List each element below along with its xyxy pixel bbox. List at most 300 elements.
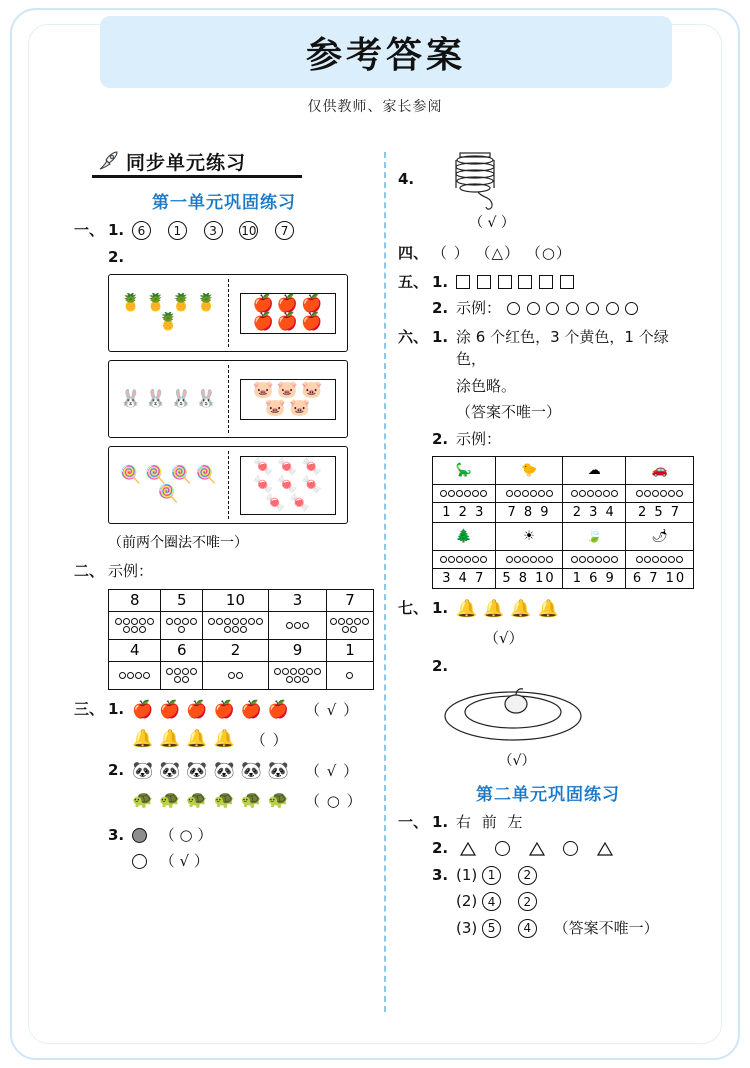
q3-3-mark2: （ √ ）	[159, 852, 209, 870]
picture-box-3	[108, 446, 348, 524]
dot	[236, 672, 243, 679]
triangle-icon	[529, 842, 545, 856]
q3-3-line1	[132, 824, 374, 847]
cell-dots	[202, 611, 268, 639]
q1-num: 1.	[108, 221, 125, 239]
dot	[208, 618, 215, 625]
cell-number: 3	[268, 589, 326, 611]
dot	[546, 556, 553, 563]
cell-picture: 🌲	[433, 523, 496, 551]
u2-q3-label-2: (2)	[456, 892, 478, 910]
cell-number: 6	[161, 639, 202, 661]
dot	[256, 618, 263, 625]
dot	[216, 618, 223, 625]
dot	[480, 490, 487, 497]
q1-circled-answers	[132, 219, 374, 242]
unit2-title: 第二单元巩固练习	[476, 784, 620, 805]
q7-1-mark-row	[398, 627, 698, 650]
circled-group: 🍎 🍎 🍎 🍎 🍎 🍎	[240, 293, 336, 334]
q1-2-num: 2.	[108, 247, 125, 266]
circle-icon	[625, 302, 638, 315]
circled-answer: 5	[482, 919, 501, 938]
q3-1-glyph-row: 🍎 🍎 🍎 🍎 🍎 🍎 （ √ ）	[132, 699, 360, 720]
circle-icon	[495, 841, 510, 856]
cell-dots	[161, 661, 202, 689]
box3-right-group	[228, 447, 347, 523]
q2-lead: 二、	[74, 562, 105, 580]
dot	[294, 622, 301, 629]
cell-picture: ☁	[563, 457, 626, 485]
dot	[660, 490, 667, 497]
cell-dots	[109, 661, 161, 689]
lantern-icon	[442, 148, 512, 218]
dot	[330, 618, 337, 625]
q6-row3	[398, 401, 698, 424]
dot	[644, 490, 651, 497]
dot	[286, 676, 293, 683]
empty-circle-icon	[132, 854, 147, 869]
q3-row2	[74, 727, 374, 753]
q5-2-content	[456, 297, 698, 320]
q7-lead: 七、	[398, 599, 429, 617]
dot	[274, 668, 281, 675]
cell-dots	[563, 551, 626, 569]
q2-row	[74, 560, 374, 583]
cell-picture: 🚗	[626, 457, 694, 485]
q3-3-num: 3.	[108, 825, 125, 844]
q5-2-circles	[506, 299, 640, 317]
u2-q2-row	[398, 837, 698, 860]
q3-lead: 三、	[74, 699, 105, 718]
q3-3-row	[74, 824, 374, 847]
u2-q3-row2	[398, 890, 698, 913]
cell-answer: 1 2 3	[433, 503, 496, 523]
dot	[538, 490, 545, 497]
section-underline	[92, 175, 302, 178]
dot	[346, 618, 353, 625]
dot	[506, 490, 513, 497]
dot	[342, 626, 349, 633]
u2-q1-row	[398, 811, 698, 834]
q6-row2	[398, 375, 698, 398]
cell-dots	[433, 485, 496, 503]
dot	[166, 618, 173, 625]
q4-section-row	[398, 242, 698, 265]
cell-answer: 5 8 10	[495, 569, 563, 589]
circled-answer: 4	[482, 892, 501, 911]
dot	[456, 556, 463, 563]
dot	[514, 490, 521, 497]
dot	[644, 556, 651, 563]
dot	[522, 490, 529, 497]
dot	[472, 490, 479, 497]
picture-box-2	[108, 360, 348, 438]
dot	[240, 626, 247, 633]
filled-circle-icon	[132, 828, 147, 843]
picture-box-1	[108, 274, 348, 352]
circle-icon	[566, 302, 579, 315]
cell-number: 9	[268, 639, 326, 661]
q4-mark: （ √ ）	[469, 215, 515, 231]
circle-icon	[586, 302, 599, 315]
dot	[676, 490, 683, 497]
circled-answer: 2	[518, 866, 537, 885]
cell-number: 10	[202, 589, 268, 611]
circled-group: 🐷 🐷 🐷 🐷 🐷	[240, 379, 336, 420]
q2-label: 示例：	[108, 562, 154, 580]
circled-group: 🍬 🍬 🍬 🍬 🍬 🍬 🍬 🍬	[240, 456, 336, 515]
plate-illustration	[438, 682, 698, 748]
circled-answer: 1	[482, 866, 501, 885]
q5-1-num: 1.	[432, 272, 449, 291]
square-icon	[539, 275, 553, 289]
q3-2-mark: （ ）	[250, 730, 289, 749]
q4-lead: 四、	[398, 244, 429, 262]
q6-1-line1: 涂 6 个红色，3 个黄色，1 个绿色，	[456, 327, 669, 368]
cell-dots	[326, 611, 373, 639]
lantern-illustration	[442, 148, 502, 210]
q7-row1	[398, 597, 698, 623]
dot	[131, 626, 138, 633]
dot	[587, 556, 594, 563]
q3-2-num: 2.	[108, 760, 125, 779]
dot	[636, 556, 643, 563]
dot	[652, 490, 659, 497]
dot	[546, 490, 553, 497]
cell-answer: 6 7 10	[626, 569, 694, 589]
dot	[652, 556, 659, 563]
q5-1-squares	[456, 271, 698, 294]
unit1-title: 第一单元巩固练习	[152, 193, 296, 213]
circled-answer: 1	[168, 221, 187, 240]
box3-left-group: 🍭 🍭 🍭 🍭 🍭	[120, 465, 217, 504]
table-row	[109, 589, 374, 611]
dot	[440, 490, 447, 497]
dot	[668, 556, 675, 563]
dot	[302, 676, 309, 683]
circled-answer: 4	[518, 919, 537, 938]
triangle-icon	[597, 842, 613, 856]
dot	[248, 618, 255, 625]
dot	[139, 618, 146, 625]
square-icon	[518, 275, 532, 289]
table-row	[433, 569, 694, 589]
dot	[571, 556, 578, 563]
cell-number: 1	[326, 639, 373, 661]
page-subtitle: 仅供教师、家长参阅	[307, 99, 443, 115]
u2-q3-label-3: (3)	[456, 918, 478, 937]
dot	[228, 672, 235, 679]
q5-row1	[398, 271, 698, 294]
cell-dots	[626, 551, 694, 569]
cell-dots	[626, 485, 694, 503]
dot	[306, 668, 313, 675]
q3-1-num: 1.	[108, 699, 125, 718]
dot	[603, 556, 610, 563]
q3-3-row2	[74, 850, 374, 873]
dot	[182, 618, 189, 625]
q7-1-num: 1.	[432, 599, 449, 617]
cell-dots	[563, 485, 626, 503]
q3-2-glyph-row: 🔔 🔔 🔔 🔔 （ ）	[132, 729, 289, 749]
dot	[123, 618, 130, 625]
dot	[530, 490, 537, 497]
dot	[506, 556, 513, 563]
dot	[232, 626, 239, 633]
dot	[611, 490, 618, 497]
dot	[232, 618, 239, 625]
cell-answer: 7 8 9	[495, 503, 563, 523]
dot	[119, 672, 126, 679]
box2-right-group	[228, 361, 347, 437]
circle-icon	[606, 302, 619, 315]
table-row	[109, 611, 374, 639]
q1-row	[74, 219, 374, 242]
q3-row4	[74, 788, 374, 814]
dot	[282, 668, 289, 675]
dot	[190, 668, 197, 675]
dot	[522, 556, 529, 563]
q6-2-num: 2.	[432, 429, 449, 448]
circled-answer: 10	[239, 221, 258, 240]
cell-picture: 🌶	[626, 523, 694, 551]
dot	[123, 626, 130, 633]
u2-q3-row1	[398, 864, 698, 887]
cell-picture: 🐤	[495, 457, 563, 485]
cell-number: 2	[202, 639, 268, 661]
cell-picture: ☀	[495, 523, 563, 551]
cell-dots	[268, 661, 326, 689]
q3-row3	[74, 759, 374, 785]
q6-1-line2: 涂色略。	[456, 376, 517, 395]
cell-answer: 2 5 7	[626, 503, 694, 523]
cell-picture: 🍃	[563, 523, 626, 551]
dot	[174, 618, 181, 625]
circle-icon	[507, 302, 520, 315]
q3-3-mark1: （ ○ ）	[159, 825, 213, 844]
q6-2-label: 示例：	[456, 429, 502, 448]
cell-dots	[161, 611, 202, 639]
dot	[595, 490, 602, 497]
dot	[224, 618, 231, 625]
circle-icon	[563, 841, 578, 856]
table-row	[433, 551, 694, 569]
dot	[464, 490, 471, 497]
cell-dots	[202, 661, 268, 689]
dot	[538, 556, 545, 563]
u2-q3-label-1: (1)	[456, 865, 478, 884]
u2-q3-line1	[456, 864, 698, 887]
dot	[514, 556, 521, 563]
dot	[440, 556, 447, 563]
dot	[147, 618, 154, 625]
dot	[346, 672, 353, 679]
plate-with-apple-icon	[438, 682, 588, 744]
dot	[579, 490, 586, 497]
u2-q3-row3	[398, 917, 698, 940]
dot	[298, 668, 305, 675]
cell-number: 4	[109, 639, 161, 661]
u2-q3-note: （答案不唯一）	[553, 918, 659, 937]
q3-3-glyph-row: 🐼 🐼 🐼 🐼 🐼 🐼 （ √ ）	[132, 760, 360, 781]
cell-dots	[268, 611, 326, 639]
cell-dots	[326, 661, 373, 689]
cell-dots	[495, 551, 563, 569]
u2-q2-shapes	[456, 837, 698, 860]
dot	[302, 622, 309, 629]
cell-number: 7	[326, 589, 373, 611]
dot	[127, 672, 134, 679]
q3-3-line2	[132, 850, 374, 873]
u2-q3-line2	[456, 890, 698, 913]
cell-answer: 1 6 9	[563, 569, 626, 589]
dot	[115, 618, 122, 625]
dot	[224, 626, 231, 633]
q4-answer: （ ） （△） （○）	[432, 244, 572, 262]
square-icon	[456, 275, 470, 289]
q5-2-label: 示例：	[456, 299, 502, 317]
circled-answer: 7	[275, 221, 294, 240]
q4-num: 4.	[398, 170, 415, 188]
cell-number: 8	[109, 589, 161, 611]
dot	[338, 618, 345, 625]
dot	[448, 490, 455, 497]
dot	[611, 556, 618, 563]
section-heading	[74, 148, 374, 178]
q5-row2	[398, 297, 698, 320]
dot	[174, 668, 181, 675]
circle-icon	[546, 302, 559, 315]
q3-4-glyph-row: 🐢 🐢 🐢 🐢 🐢 🐢 （ ○ ）	[132, 790, 363, 810]
cell-dots	[433, 551, 496, 569]
cell-dots	[109, 611, 161, 639]
dot	[676, 556, 683, 563]
dot	[472, 556, 479, 563]
square-icon	[560, 275, 574, 289]
dot	[240, 618, 247, 625]
page-title: 参考答案	[305, 34, 466, 76]
dot	[135, 672, 142, 679]
dot	[603, 490, 610, 497]
column-divider	[384, 152, 386, 1012]
q6-lead: 六、	[398, 327, 429, 346]
dot	[286, 622, 293, 629]
q7-2-mark: （√）	[498, 752, 536, 769]
q1-lead: 一、	[74, 221, 105, 239]
right-column	[398, 148, 698, 1028]
q5-lead: 五、	[398, 272, 429, 291]
table-row	[433, 503, 694, 523]
q5-2-num: 2.	[432, 299, 449, 317]
q3-3-mark: （ √ ）	[305, 762, 360, 780]
dot	[530, 556, 537, 563]
dot	[456, 490, 463, 497]
title-banner	[100, 16, 672, 88]
table-row	[433, 457, 694, 485]
dot	[166, 668, 173, 675]
square-icon	[477, 275, 491, 289]
dot	[660, 556, 667, 563]
dot	[354, 618, 361, 625]
u2-q2-num: 2.	[432, 839, 449, 857]
q2-dots-table	[108, 589, 374, 690]
dot	[464, 556, 471, 563]
circle-icon	[527, 302, 540, 315]
q7-2-num: 2.	[432, 657, 449, 675]
dot	[182, 668, 189, 675]
q6-row4	[398, 428, 698, 451]
dot	[480, 556, 487, 563]
q7-1-glyphs: 🔔 🔔 🔔 🔔	[456, 599, 559, 619]
cell-answer: 3 4 7	[433, 569, 496, 589]
q3-4-mark: （ ○ ）	[305, 791, 363, 810]
q1-2-row	[74, 246, 374, 269]
triangle-icon	[460, 842, 476, 856]
u2-lead: 一、	[398, 812, 429, 831]
dot	[448, 556, 455, 563]
circled-answer: 3	[204, 221, 223, 240]
q1-note: （前两个圈法不唯一）	[108, 535, 248, 551]
section-title: 同步单元练习	[126, 152, 247, 174]
dot	[579, 556, 586, 563]
dot	[174, 676, 181, 683]
q6-row1	[398, 326, 698, 371]
circled-answer: 2	[518, 892, 537, 911]
u2-q1-num: 1.	[432, 812, 449, 831]
dot	[595, 556, 602, 563]
dot	[587, 490, 594, 497]
left-column	[74, 148, 374, 1028]
table-row	[433, 485, 694, 503]
dot	[190, 618, 197, 625]
q3-1-mark: （ √ ）	[305, 701, 360, 719]
u2-q3-line3	[456, 917, 698, 940]
dot	[131, 618, 138, 625]
u2-q3-num: 3.	[432, 865, 449, 884]
cell-picture: 🦕	[433, 457, 496, 485]
dot	[636, 490, 643, 497]
dot	[143, 672, 150, 679]
dot	[362, 618, 369, 625]
q6-1-line3: （答案不唯一）	[456, 403, 562, 421]
q3-row1	[74, 698, 374, 724]
cell-answer: 2 3 4	[563, 503, 626, 523]
box2-left-group: 🐰 🐰 🐰 🐰	[120, 388, 217, 409]
table-row	[109, 639, 374, 661]
square-icon	[498, 275, 512, 289]
q7-row2	[398, 655, 698, 678]
dot	[668, 490, 675, 497]
box1-right-group	[228, 275, 347, 351]
circled-answer: 6	[132, 221, 151, 240]
dot	[350, 626, 357, 633]
dot	[178, 626, 185, 633]
cell-dots	[495, 485, 563, 503]
dot	[182, 676, 189, 683]
dot	[290, 668, 297, 675]
table-row	[109, 661, 374, 689]
q6-1-num: 1.	[432, 327, 449, 346]
dot	[139, 626, 146, 633]
u2-q1-answer: 右 前 左	[456, 812, 526, 831]
box1-left-group: 🍍 🍍 🍍 🍍 🍍	[120, 293, 217, 332]
q6-picture-table	[432, 456, 694, 589]
table-row	[433, 523, 694, 551]
q7-1-mark: （√）	[484, 628, 524, 647]
dot	[314, 668, 321, 675]
rocket-icon	[96, 149, 120, 173]
cell-number: 5	[161, 589, 202, 611]
